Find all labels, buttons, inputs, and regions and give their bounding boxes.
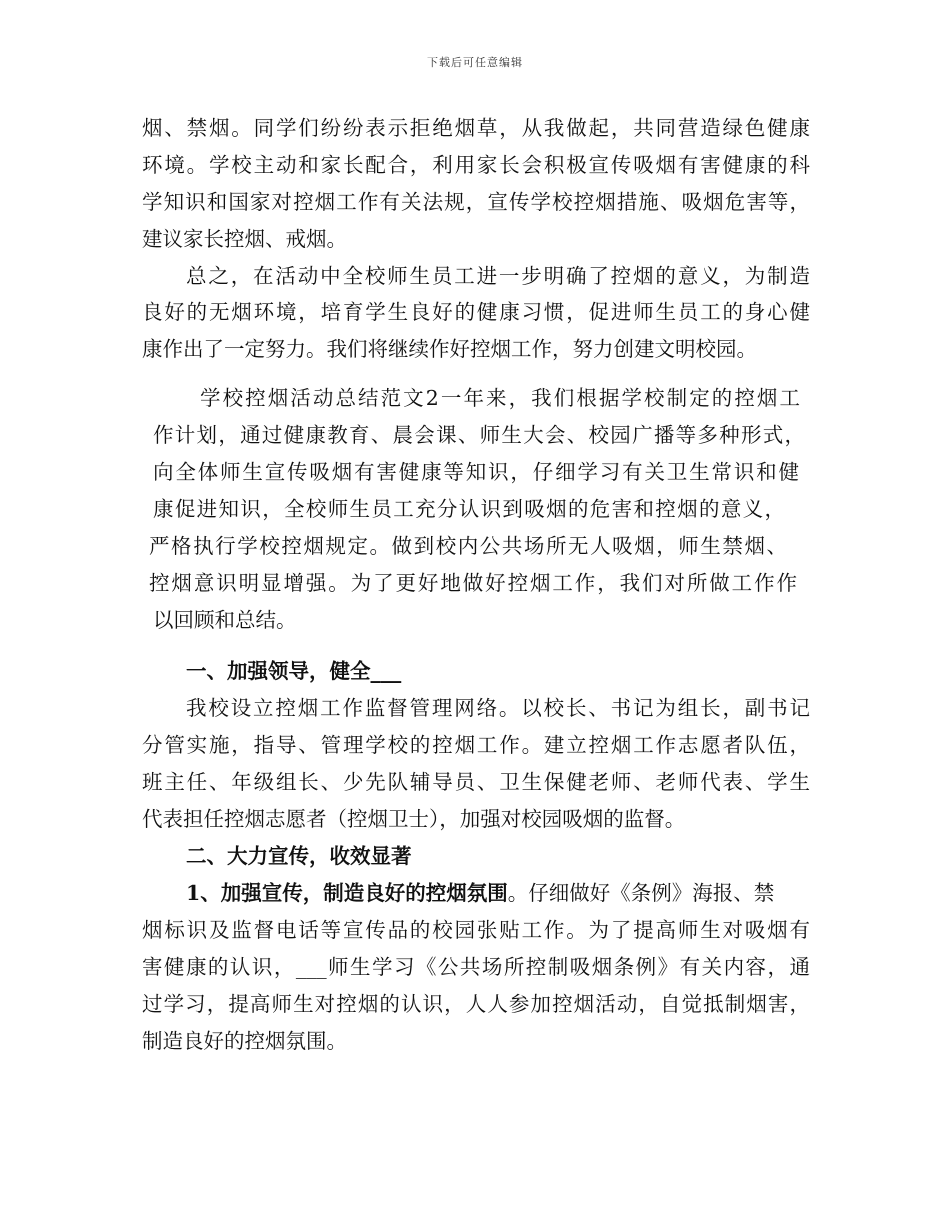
paragraph-line: 康促进知识，全校师生员工充分认识到吸烟的危害和控烟的意义， (153, 497, 785, 521)
paragraph-line: 作计划，通过健康教育、晨会课、师生大会、校园广播等多种形式， (153, 423, 805, 447)
paragraph-line: 烟标识及监督电话等宣传品的校园张贴工作。为了提高师生对吸烟有 (142, 918, 810, 942)
paragraph-line: 害健康的认识，___师生学习《公共场所控制吸烟条例》有关内容，通 (142, 955, 810, 979)
paragraph-line: 以回顾和总结。 (153, 608, 297, 632)
paragraph-line: 向全体师生宣传吸烟有害健康等知识，仔细学习有关卫生常识和健 (153, 460, 799, 484)
paragraph-line: 制造良好的控烟氛围。 (142, 1029, 347, 1053)
paragraph-line: 康作出了一定努力。我们将继续作好控烟工作，努力创建文明校园。 (142, 337, 757, 361)
section-heading: 一、加强领导，健全___ (186, 659, 402, 683)
paragraph-line: 班主任、年级组长、少先队辅导员、卫生保健老师、老师代表、学生 (142, 770, 810, 794)
paragraph-line: 严格执行学校控烟规定。做到校内公共场所无人吸烟，师生禁烟、 (149, 534, 787, 558)
page-header: 下载后可任意编辑 (427, 56, 523, 69)
paragraph-lead: 1、加强宣传，制造良好的控烟氛围 (186, 881, 508, 905)
paragraph-line: 良好的无烟环境，培育学生良好的健康习惯，促进师生员工的身心健 (142, 300, 810, 324)
paragraph-line: 建议家长控烟、戒烟。 (142, 227, 347, 251)
paragraph-line: 分管实施，指导、管理学校的控烟工作。建立控烟工作志愿者队伍， (142, 733, 810, 757)
paragraph-line: 学知识和国家对控烟工作有关法规，宣传学校控烟措施、吸烟危害等， (142, 190, 810, 214)
paragraph-line: 总之，在活动中全校师生员工进一步明确了控烟的意义，为制造 (186, 264, 810, 288)
paragraph-line: 烟、禁烟。同学们纷纷表示拒绝烟草，从我做起，共同营造绿色健康 (142, 116, 810, 140)
paragraph-line: 环境。学校主动和家长配合，利用家长会积极宣传吸烟有害健康的科 (142, 153, 810, 177)
paragraph-line: 过学习，提高师生对控烟的认识，人人参加控烟活动，自觉抵制烟害， (142, 992, 810, 1016)
paragraph-line: 控烟意识明显增强。为了更好地做好控烟工作，我们对所做工作作 (149, 571, 797, 595)
paragraph-lead-rest: 。仔细做好《条例》海报、禁 (507, 881, 775, 905)
paragraph-line: 代表担任控烟志愿者（控烟卫士），加强对校园吸烟的监督。 (142, 807, 686, 831)
section-heading: 二、大力宣传，收效显著 (186, 844, 412, 868)
paragraph-line: 我校设立控烟工作监督管理网络。以校长、书记为组长，副书记 (186, 696, 810, 720)
paragraph-lead-line (186, 879, 810, 907)
paragraph-line: 学校控烟活动总结范文2一年来，我们根据学校制定的控烟工 (200, 386, 800, 410)
